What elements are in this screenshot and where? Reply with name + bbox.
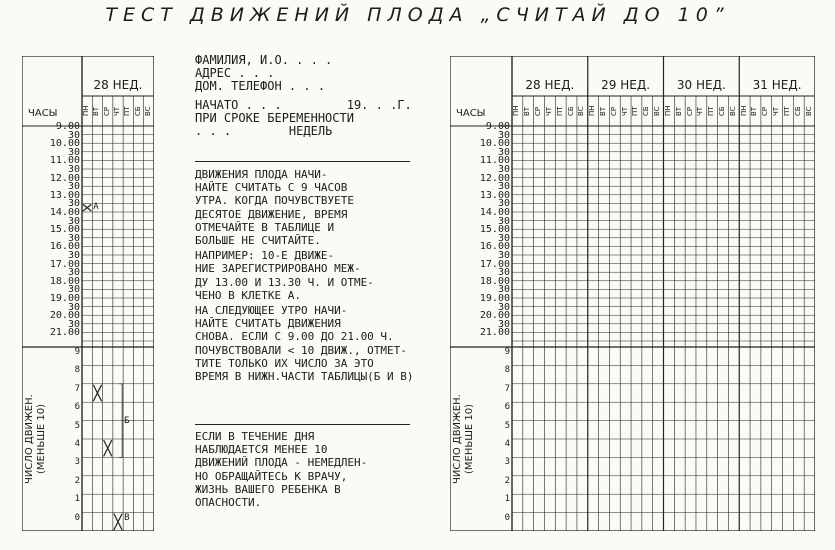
day-label: СБ xyxy=(566,106,575,116)
count-label: 9 xyxy=(74,347,80,357)
right-movement-chart xyxy=(450,56,815,531)
day-label: ВС xyxy=(653,106,662,116)
time-label: 30 xyxy=(67,164,80,175)
day-label: ПН xyxy=(82,105,91,117)
count-label: 2 xyxy=(74,475,80,486)
address-field[interactable]: АДРЕС . . . xyxy=(195,66,275,80)
day-label: ВС xyxy=(143,106,152,116)
day-label: ЧТ xyxy=(772,106,781,116)
count-label: 8 xyxy=(504,365,510,376)
time-label: 17.00 xyxy=(479,258,510,270)
time-label: 30 xyxy=(497,250,510,261)
time-label: 30 xyxy=(497,232,510,244)
day-label: ВС xyxy=(577,106,586,116)
time-label: 30 xyxy=(497,146,510,158)
count-label: 4 xyxy=(74,439,80,449)
time-label: 9.00 xyxy=(55,121,80,132)
instructions xyxy=(195,168,420,385)
day-label: СБ xyxy=(718,106,727,116)
time-label: 30 xyxy=(67,181,80,193)
day-label: СР xyxy=(534,106,543,116)
time-label: 30 xyxy=(67,318,80,330)
time-label: 30 xyxy=(497,284,510,296)
time-label: 18.00 xyxy=(49,275,80,287)
count-label: 6 xyxy=(74,402,80,413)
time-label: 30 xyxy=(67,301,80,313)
week-label: 28 НЕД. xyxy=(93,78,143,92)
time-label: 15.00 xyxy=(479,224,510,236)
time-label: 30 xyxy=(67,232,80,244)
day-label: ПТ xyxy=(782,106,791,116)
day-label: СБ xyxy=(642,106,651,116)
divider-bottom xyxy=(195,424,410,425)
time-label: 14.00 xyxy=(49,207,80,218)
time-label: 9.00 xyxy=(485,121,510,132)
time-label: 30 xyxy=(497,215,510,227)
time-label: 16.00 xyxy=(49,241,80,253)
time-label: 30 xyxy=(67,250,80,261)
day-label: СР xyxy=(761,106,770,116)
count-label: 4 xyxy=(504,439,510,449)
day-label: ЧТ xyxy=(544,106,553,116)
day-label: ПТ xyxy=(555,106,564,116)
instruction-paragraph: НАПРИМЕР: 10-Е ДВИЖЕ- НИЕ ЗАРЕГИСТРИРОВАНО МЕЖ- ДУ 13.00 И 13.30 Ч. И ОТМЕ- ЧЕНО В КЛЕТКЕ А. xyxy=(195,249,374,302)
day-label: ВТ xyxy=(750,106,759,116)
week-label: 30 НЕД. xyxy=(676,78,726,92)
day-label: ВТ xyxy=(674,106,683,116)
day-label: СР xyxy=(685,106,694,116)
time-label: 19.00 xyxy=(479,293,510,304)
day-label: ПТ xyxy=(707,106,716,116)
day-label: ПН xyxy=(663,105,672,117)
time-label: 30 xyxy=(497,267,510,279)
count-label: 0 xyxy=(504,512,510,523)
instruction-paragraph: ДВИЖЕНИЯ ПЛОДА НАЧИ- НАЙТЕ СЧИТАТЬ С 9 ЧАСОВ УТРА. КОГДА ПОЧУВСТВУЕТЕ ДЕСЯТОЕ ДВИЖЕНИЕ, ВРЕМЯ ОТМЕЧАЙТЕ В ТАБЛИЦЕ И БОЛЬШЕ НЕ СЧИТАЙТЕ. xyxy=(195,168,354,248)
time-label: 30 xyxy=(67,215,80,227)
instruction-paragraph: НА СЛЕДУЮЩЕЕ УТРО НАЧИ- НАЙТЕ СЧИТАТЬ ДВИЖЕНИЯ СНОВА. ЕСЛИ С 9.00 ДО 21.00 Ч. ПОЧУВСТВОВАЛИ < 10 ДВИЖ., ОТМЕТ- ТИТЕ ТОЛЬКО ИХ ЧИСЛО ЗА ЭТО ВРЕМЯ В НИЖН.ЧАСТИ ТАБЛИЦЫ(Б И В) xyxy=(195,304,414,384)
mark-label-b: Б xyxy=(124,415,130,426)
week-label: 31 НЕД. xyxy=(752,78,802,92)
day-label: ВС xyxy=(728,106,737,116)
week-label: 28 НЕД. xyxy=(525,78,575,92)
time-label: 12.00 xyxy=(479,172,510,184)
time-label: 11.00 xyxy=(49,155,80,167)
count-label: 7 xyxy=(74,383,80,394)
time-label: 10.00 xyxy=(479,138,510,150)
time-label: 14.00 xyxy=(479,207,510,218)
time-label: 16.00 xyxy=(479,241,510,253)
count-label: 0 xyxy=(74,512,80,523)
time-label: 12.00 xyxy=(49,172,80,184)
day-label: ПТ xyxy=(123,106,132,116)
day-label: ЧТ xyxy=(113,106,121,116)
count-label: 3 xyxy=(74,457,80,468)
time-label: 19.00 xyxy=(49,293,80,304)
day-label: СР xyxy=(609,106,618,116)
document-title: ТЕСТ ДВИЖЕНИЙ ПЛОДА „СЧИТАЙ ДО 10” xyxy=(105,4,730,26)
count-label: 8 xyxy=(74,365,80,376)
time-label: 15.00 xyxy=(49,224,80,236)
divider-top xyxy=(195,161,410,162)
time-label: 21.00 xyxy=(49,327,80,339)
day-label: ПН xyxy=(588,105,597,117)
count-label: 6 xyxy=(504,402,510,413)
pregnancy-weeks-field[interactable]: . . . НЕДЕЛЬ xyxy=(195,124,333,138)
count-label: 3 xyxy=(504,457,510,468)
time-label: 30 xyxy=(497,164,510,175)
start-date-field[interactable]: НАЧАТО . . . 19. . .Г. xyxy=(195,98,412,112)
count-label: 5 xyxy=(74,420,80,431)
hours-column-label: ЧАСЫ xyxy=(28,108,58,119)
time-label: 30 xyxy=(67,198,80,210)
time-label: 30 xyxy=(67,129,80,141)
day-label: ВТ xyxy=(598,106,607,116)
day-label: ПТ xyxy=(631,106,640,116)
time-label: 30 xyxy=(497,198,510,210)
week-label: 29 НЕД. xyxy=(601,78,651,92)
warning-text: ЕСЛИ В ТЕЧЕНИЕ ДНЯ НАБЛЮДАЕТСЯ МЕНЕЕ 10 ДВИЖЕНИЙ ПЛОДА - НЕМЕДЛЕН- НО ОБРАЩАЙТЕСЬ К ВРАЧУ, ЖИЗНЬ ВАШЕГО РЕБЕНКА В ОПАСНОСТИ. xyxy=(195,430,368,510)
time-label: 30 xyxy=(497,318,510,330)
count-label: 1 xyxy=(504,494,510,505)
time-label: 30 xyxy=(497,129,510,141)
count-label: 7 xyxy=(504,383,510,394)
day-label: ЧТ xyxy=(696,106,705,116)
time-label: 30 xyxy=(67,284,80,296)
day-label: ПН xyxy=(739,105,748,117)
count-label: 1 xyxy=(74,494,80,505)
time-label: 13.00 xyxy=(49,189,80,201)
hours-column-label: ЧАСЫ xyxy=(456,108,486,119)
movement-count-side-label: ЧИСЛО ДВИЖЕН. (МЕНЬШЕ 10) xyxy=(452,394,475,484)
time-label: 30 xyxy=(497,301,510,313)
mark-label-v: В xyxy=(124,512,130,523)
surname-field[interactable]: ФАМИЛИЯ, И.О. . . . xyxy=(195,53,333,67)
time-label: 20.00 xyxy=(49,310,80,322)
time-label: 20.00 xyxy=(479,310,510,322)
left-movement-chart xyxy=(22,56,154,531)
count-label: 2 xyxy=(504,475,510,486)
movement-count-side-label: ЧИСЛО ДВИЖЕН. (МЕНЬШЕ 10) xyxy=(24,394,47,484)
mark-label-a: А xyxy=(93,202,99,213)
phone-field[interactable]: ДОМ. ТЕЛЕФОН . . . xyxy=(195,79,326,93)
count-label: 5 xyxy=(504,420,510,431)
patient-info-form xyxy=(195,54,430,138)
day-label: ПН xyxy=(512,105,521,117)
time-label: 30 xyxy=(497,181,510,193)
day-label: ВС xyxy=(804,106,813,116)
day-label: СБ xyxy=(793,106,802,116)
time-label: 10.00 xyxy=(49,138,80,150)
day-label: ВТ xyxy=(92,106,101,116)
day-label: СР xyxy=(102,106,111,116)
time-label: 18.00 xyxy=(479,275,510,287)
day-label: ВТ xyxy=(523,106,532,116)
time-label: 17.00 xyxy=(49,258,80,270)
time-label: 11.00 xyxy=(479,155,510,167)
day-label: СБ xyxy=(133,106,142,116)
count-label: 9 xyxy=(504,347,510,357)
day-label: ЧТ xyxy=(620,106,629,116)
time-label: 13.00 xyxy=(479,189,510,201)
time-label: 30 xyxy=(67,146,80,158)
pregnancy-term-label: ПРИ СРОКЕ БЕРЕМЕННОСТИ xyxy=(195,111,354,125)
time-label: 30 xyxy=(67,267,80,279)
time-label: 21.00 xyxy=(479,327,510,339)
